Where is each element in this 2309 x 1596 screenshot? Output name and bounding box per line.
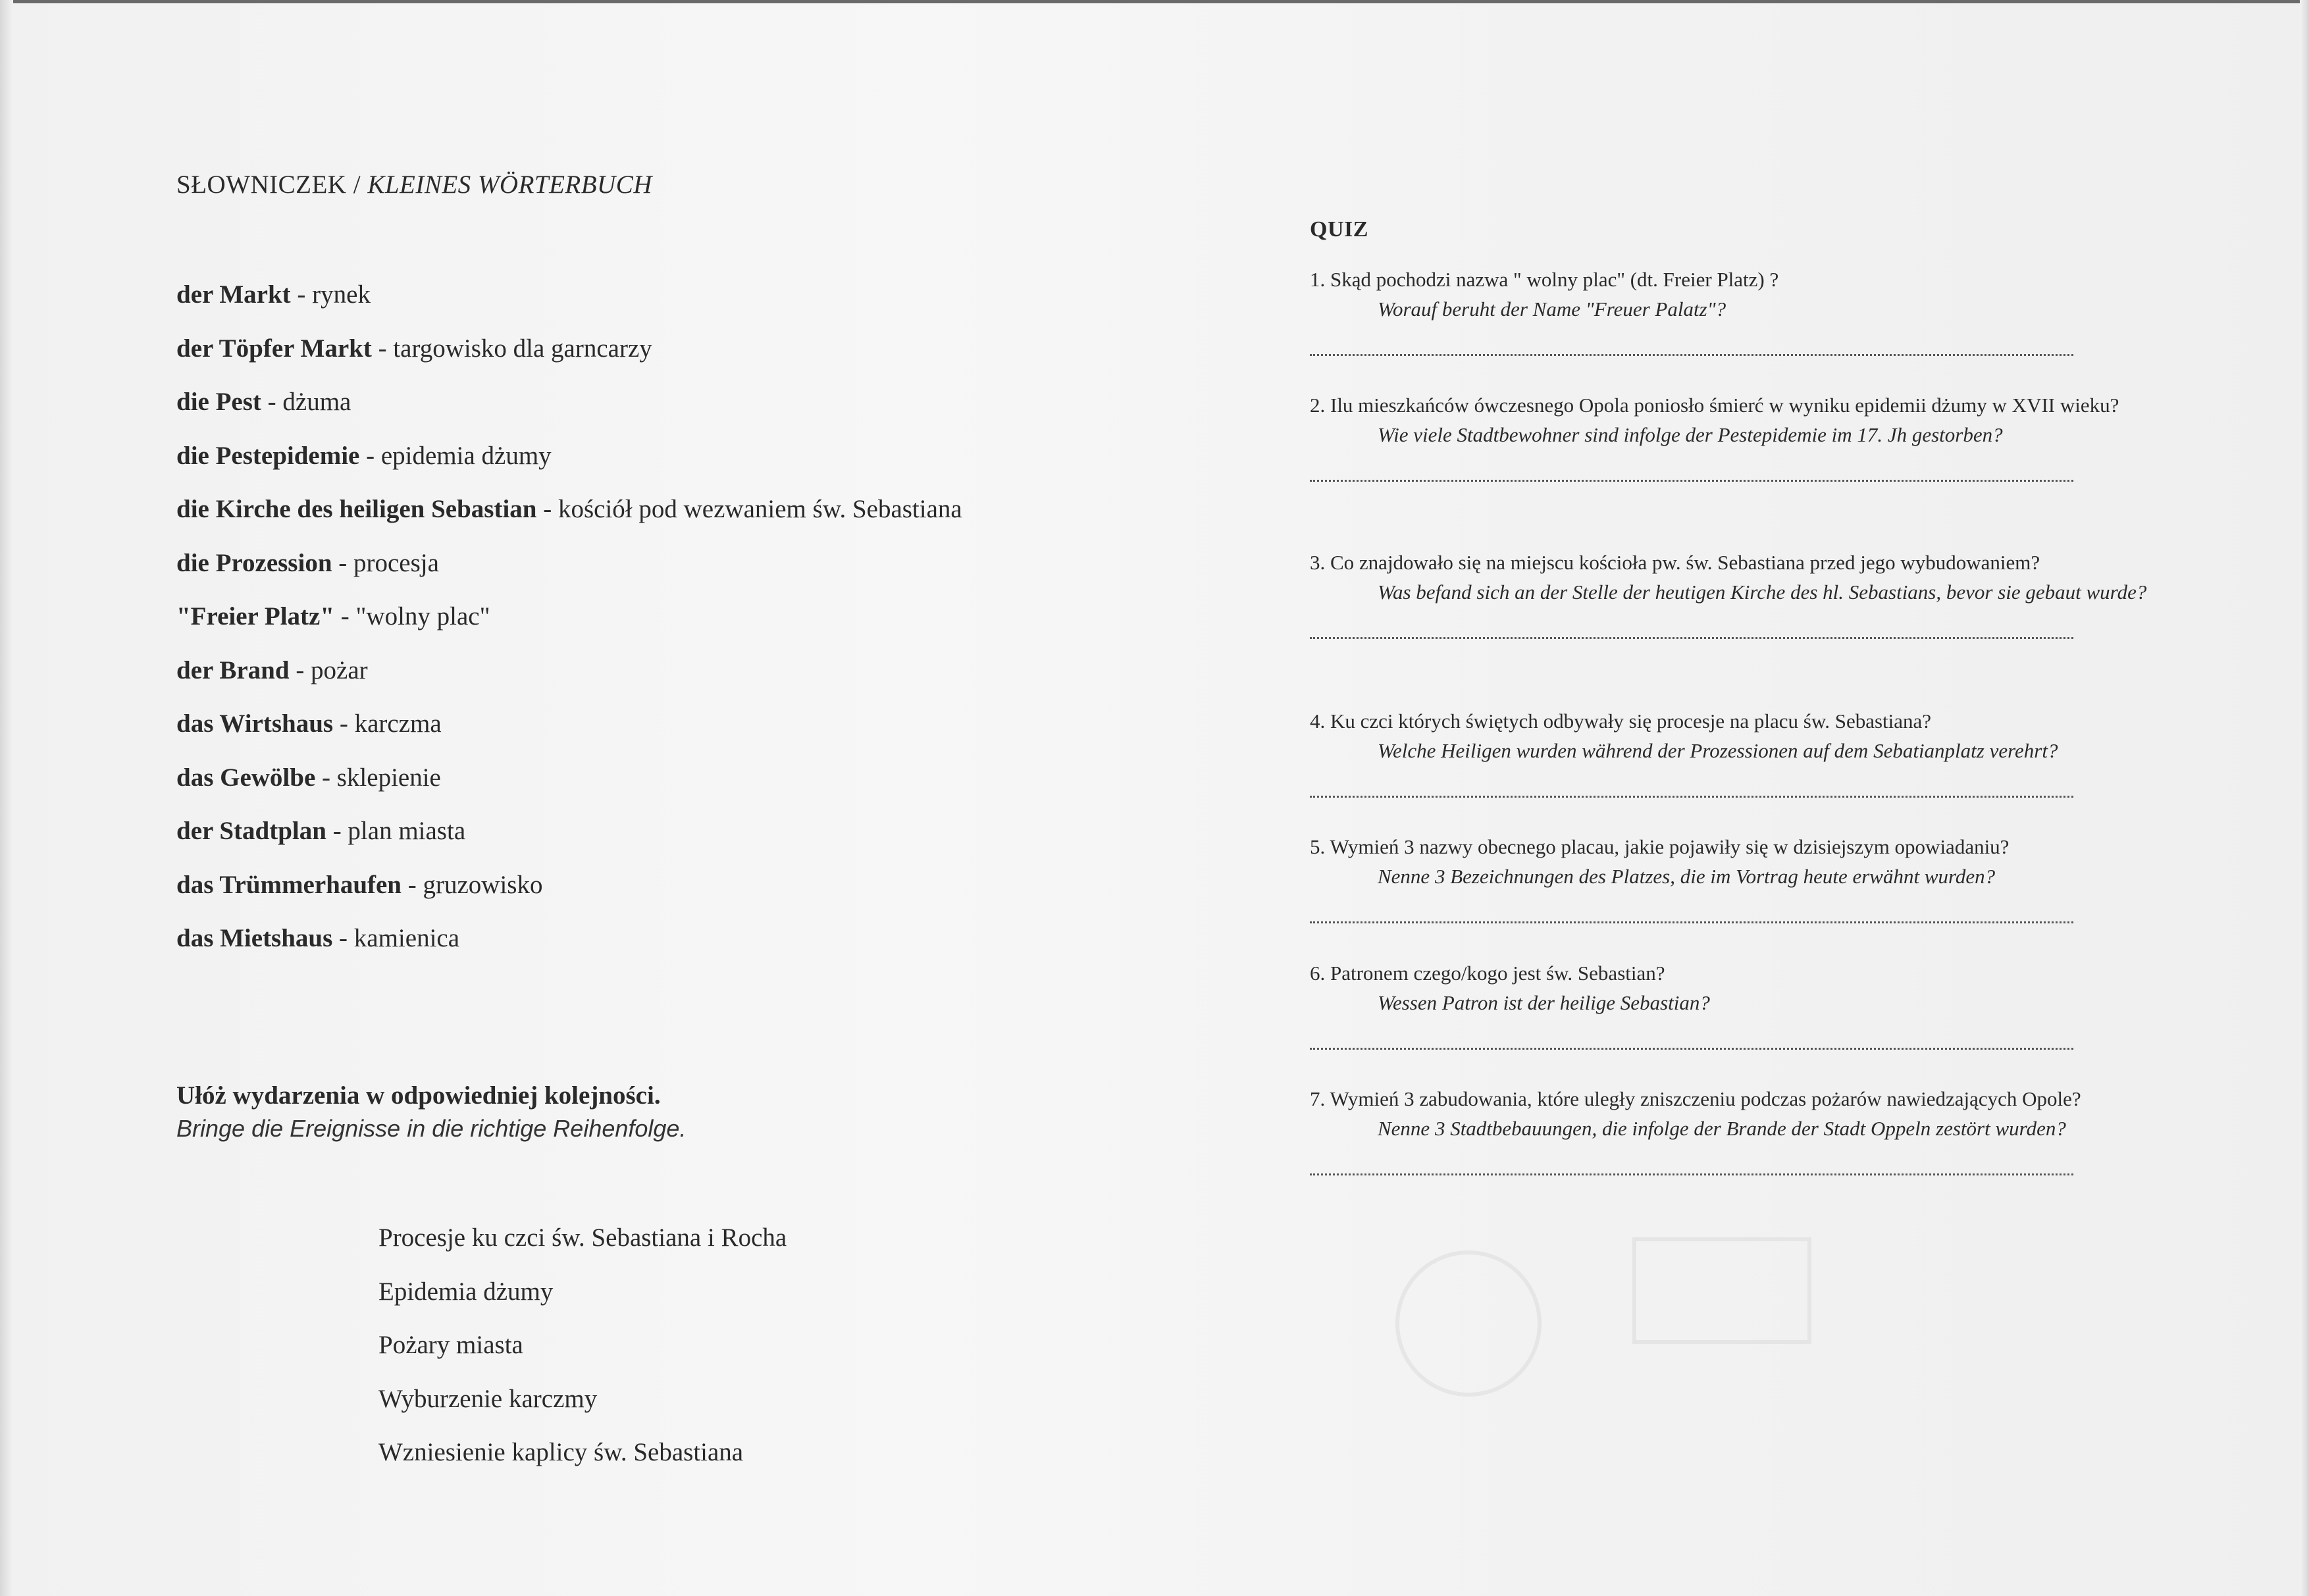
quiz-question: [1310, 706, 2166, 798]
vocabulary-term-de: das Gewölbe: [176, 763, 316, 792]
vocabulary-term-pl: - gruzowisko: [402, 870, 543, 899]
quiz-question: [1310, 390, 2166, 482]
scan-edge-top: [0, 0, 2309, 3]
question-pl: 6. Patronem czego/kogo jest św. Sebastian?: [1310, 962, 1665, 985]
vocabulary-entry: [176, 598, 1230, 652]
vocabulary-entry: [176, 384, 1230, 438]
question-pl: 3. Co znajdowało się na miejscu kościoła pw. św. Sebastiana przed jego wybudowaniem?: [1310, 551, 2040, 574]
ordering-heading-pl: Ułóż wydarzenia w odpowiedniej kolejności.: [176, 1081, 661, 1110]
vocabulary-term-pl: - pożar: [289, 656, 368, 684]
vocabulary-term-pl: - karczma: [333, 709, 442, 738]
vocabulary-term-de: der Stadtplan: [176, 817, 326, 845]
question-pl: 4. Ku czci których świętych odbywały się procesje na placu św. Sebastiana?: [1310, 709, 1932, 733]
quiz-question: [1310, 832, 2166, 923]
vocabulary-term-de: die Kirche des heiligen Sebastian: [176, 495, 537, 523]
vocabulary-term-pl: - rynek: [290, 280, 371, 309]
event-item: Wzniesienie kaplicy św. Sebastiana: [378, 1438, 744, 1466]
show-through-box: [1632, 1237, 1811, 1344]
answer-line[interactable]: [1310, 351, 2073, 356]
vocabulary-term-pl: - kościół pod wezwaniem św. Sebastiana: [536, 495, 962, 523]
quiz-question: [1310, 548, 2166, 639]
quiz-question: [1310, 265, 2166, 356]
vocabulary-term-de: der Markt: [176, 280, 291, 309]
events-list: [378, 1220, 787, 1488]
vocabulary-entry: [176, 438, 1230, 492]
vocabulary-term-pl: - sklepienie: [315, 763, 441, 792]
dictionary-title-pl: SŁOWNICZEK /: [176, 170, 368, 199]
ordering-heading: [176, 1079, 686, 1145]
vocabulary-list: [176, 276, 1230, 974]
question-pl: 5. Wymień 3 nazwy obecnego placau, jakie pojawiły się w dzisiejszym opowiadaniu?: [1310, 835, 2010, 858]
quiz-question: [1310, 1084, 2166, 1175]
question-pl: 2. Ilu mieszkańców ówczesnego Opola poniosło śmierć w wyniku epidemii dżumy w XVII wieku?: [1310, 394, 2119, 417]
vocabulary-entry: [176, 545, 1230, 599]
vocabulary-term-pl: - dżuma: [261, 388, 351, 416]
question-de: Nenne 3 Bezeichnungen des Platzes, die im Vortrag heute erwähnt wurden?: [1378, 865, 1996, 888]
vocabulary-term-de: der Töpfer Markt: [176, 334, 372, 363]
vocabulary-entry: [176, 867, 1230, 921]
dictionary-title: [176, 170, 652, 199]
question-de: Worauf beruht der Name "Freuer Palatz"?: [1378, 297, 1726, 321]
answer-line[interactable]: [1310, 634, 2073, 639]
vocabulary-term-de: die Prozession: [176, 548, 332, 577]
answer-line[interactable]: [1310, 1171, 2073, 1175]
vocabulary-entry: [176, 920, 1230, 974]
answer-line[interactable]: [1310, 1045, 2073, 1050]
question-pl: 1. Skąd pochodzi nazwa " wolny plac" (dt. Freier Platz) ?: [1310, 268, 1779, 291]
quiz-question: [1310, 958, 2166, 1050]
ordering-heading-de: Bringe die Ereignisse in die richtige Reihenfolge.: [176, 1115, 687, 1142]
vocabulary-term-de: der Brand: [176, 656, 290, 684]
scan-edge-left: [0, 0, 13, 1596]
question-de: Nenne 3 Stadtbebauungen, die infolge der Brande der Stadt Oppeln zestört wurden?: [1378, 1117, 2066, 1140]
vocabulary-term-pl: - kamienica: [332, 924, 460, 952]
vocabulary-entry: [176, 759, 1230, 813]
vocabulary-entry: [176, 491, 1230, 545]
event-item: Procesje ku czci św. Sebastiana i Rocha: [378, 1223, 787, 1252]
event-item: Epidemia dżumy: [378, 1277, 554, 1306]
vocabulary-term-pl: - epidemia dżumy: [359, 441, 552, 470]
vocabulary-term-pl: - plan miasta: [326, 817, 466, 845]
answer-line[interactable]: [1310, 793, 2073, 798]
vocabulary-term-pl: - "wolny plac": [334, 602, 490, 631]
vocabulary-term-de: das Trümmerhaufen: [176, 870, 402, 899]
vocabulary-entry: [176, 276, 1230, 330]
vocabulary-term-de: "Freier Platz": [176, 602, 334, 631]
quiz-title: QUIZ: [1310, 217, 1368, 242]
vocabulary-entry: [176, 706, 1230, 759]
question-de: Welche Heiligen wurden während der Prozessionen auf dem Sebatianplatz verehrt?: [1378, 739, 2058, 762]
event-item: Wyburzenie karczmy: [378, 1384, 598, 1413]
vocabulary-term-de: die Pestepidemie: [176, 441, 360, 470]
vocabulary-entry: [176, 813, 1230, 867]
question-pl: 7. Wymień 3 zabudowania, które uległy zniszczeniu podczas pożarów nawiedzających Opole?: [1310, 1087, 2081, 1110]
event-item: Pożary miasta: [378, 1331, 523, 1359]
question-de: Wessen Patron ist der heilige Sebastian?: [1378, 991, 1710, 1014]
vocabulary-term-de: die Pest: [176, 388, 261, 416]
vocabulary-term-pl: - procesja: [332, 548, 439, 577]
show-through-stamp: [1395, 1250, 1542, 1397]
vocabulary-entry: [176, 330, 1230, 384]
answer-line[interactable]: [1310, 919, 2073, 923]
dictionary-title-de: KLEINES WÖRTERBUCH: [367, 170, 652, 199]
scan-edge-right: [2300, 0, 2309, 1596]
vocabulary-entry: [176, 652, 1230, 706]
vocabulary-term-pl: - targowisko dla garncarzy: [371, 334, 652, 363]
question-de: Wie viele Stadtbewohner sind infolge der Pestepidemie im 17. Jh gestorben?: [1378, 423, 2003, 446]
vocabulary-term-de: das Mietshaus: [176, 924, 333, 952]
vocabulary-term-de: das Wirtshaus: [176, 709, 334, 738]
question-de: Was befand sich an der Stelle der heutigen Kirche des hl. Sebastians, bevor sie gebaut wurde?: [1378, 580, 2147, 604]
answer-line[interactable]: [1310, 477, 2073, 482]
